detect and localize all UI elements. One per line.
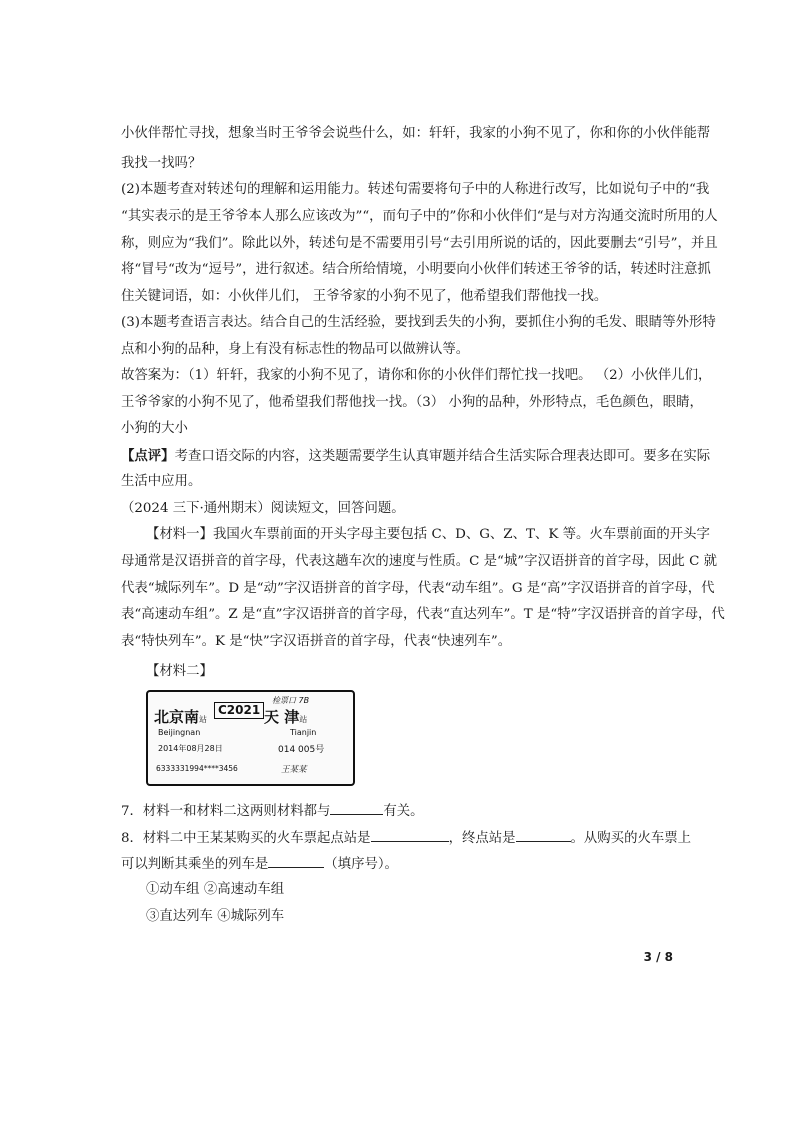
ticket-train-number: C2021 [214, 702, 264, 719]
comment-line [121, 447, 711, 466]
ticket-from-pinyin: Beijingnan [158, 728, 201, 737]
material-one-line: 表“特快列车”。K 是“快”字汉语拼音的首字母，代表“快速列车”。 [121, 634, 512, 649]
answer-line: 小狗的大小 [121, 421, 188, 436]
ticket-to-station: 天 津站 [264, 708, 308, 726]
material-one-line: 代表“城际列车”。D 是“动”字汉语拼音的首字母，代表“动车组”。G 是“高”字汉语拼音的首字母，代 [121, 581, 715, 596]
ticket-gate: 检票口 7B [272, 696, 310, 705]
comment-text: 考查口语交际的内容，这类题需要学生认真审题并结合生活实际合理表达即可。要多在实际 [174, 449, 711, 464]
text-line: 称，则应为“我们”。除此以外，转述句是不需要用引号“去引用所说的话的，因此要删去“引号”，并且 [121, 236, 718, 251]
option-line: ③直达列车 ④城际列车 [146, 909, 285, 924]
ticket-id-number: 6333331994****3456 [156, 764, 238, 773]
comment-line: 生活中应用。 [121, 474, 202, 489]
ticket-seat: 014 005号 [278, 745, 325, 755]
comment-label: 【点评】 [121, 448, 175, 464]
material-one-line: 母通常是汉语拼音的首字母，代表这趟车次的速度与性质。C 是“城”字汉语拼音的首字母，因此 C 就 [121, 554, 717, 569]
material-one-line: 表“高速动车组”。Z 是“直”字汉语拼音的首字母，代表“直达列车”。T 是“特”字汉语拼音的首字母，代 [121, 607, 725, 622]
answer-line: 故答案为：（1）轩轩，我家的小狗不见了，请你和你的小伙伴们帮忙找一找吧。 （2）小伙伴儿们， [121, 368, 712, 383]
text-line: 点和小狗的品种，身上有没有标志性的物品可以做辨认等。 [121, 342, 470, 357]
ticket-to-pinyin: Tianjin [290, 728, 317, 737]
text-line: 小伙伴帮忙寻找，想象当时王爷爷会说些什么，如：轩轩，我家的小狗不见了，你和你的小伙伴能帮 [121, 126, 711, 141]
question-source: （2024 三下·通州期末）阅读短文，回答问题。 [121, 501, 405, 516]
material-one-line: 【材料一】我国火车票前面的开头字母主要包括 C、D、G、Z、T、K 等。火车票前面的开头字 [146, 527, 710, 542]
answer-blank[interactable] [516, 827, 571, 842]
option-line: ①动车组 ②高速动车组 [146, 882, 285, 897]
ticket-date: 2014年08月28日 [158, 744, 223, 753]
page-number: 3 / 8 [643, 950, 673, 964]
question-7: 7．材料一和材料二这两则材料都与 有关。 [121, 800, 681, 821]
text-line: 住关键词语，如：小伙伴儿们， 王爷爷家的小狗不见了，他希望我们帮他找一找。 [121, 289, 608, 304]
question-8-continued: 可以判断其乘坐的列车是 （填序号）。 [121, 853, 681, 874]
train-ticket-image [146, 690, 355, 786]
material-two-heading: 【材料二】 [146, 664, 213, 679]
answer-blank[interactable] [268, 853, 324, 868]
answer-blank[interactable] [330, 800, 383, 815]
ticket-passenger-name: 王某某 [281, 765, 307, 775]
text-line: “其实表示的是王爷爷本人那么应该改为”“，而句子中的”你和小伙伴们“是与对方沟通交流时所用的人 [121, 209, 718, 224]
text-line: 将“冒号“改为“逗号”，进行叙述。结合所给情境，小明要向小伙伴们转述王爷爷的话，转述时注意抓 [121, 262, 711, 277]
text-line: (3)本题考查语言表达。结合自己的生活经验，要找到丢失的小狗，要抓住小狗的毛发、眼睛等外形特 [121, 315, 716, 330]
question-8: 8．材料二中王某某购买的火车票起点站是 ，终点站是 。从购买的火车票上 [121, 827, 681, 848]
answer-line: 王爷爷家的小狗不见了，他希望我们帮他找一找。（3） 小狗的品种，外形特点，毛色颜色，眼睛， [121, 395, 703, 410]
answer-blank[interactable] [371, 827, 449, 842]
text-line: (2)本题考查对转述句的理解和运用能力。转述句需要将句子中的人称进行改写，比如说句子中的“我 [121, 182, 710, 197]
text-line: 我找一找吗？ [121, 156, 202, 171]
ticket-from-station: 北京南站 [154, 708, 208, 726]
